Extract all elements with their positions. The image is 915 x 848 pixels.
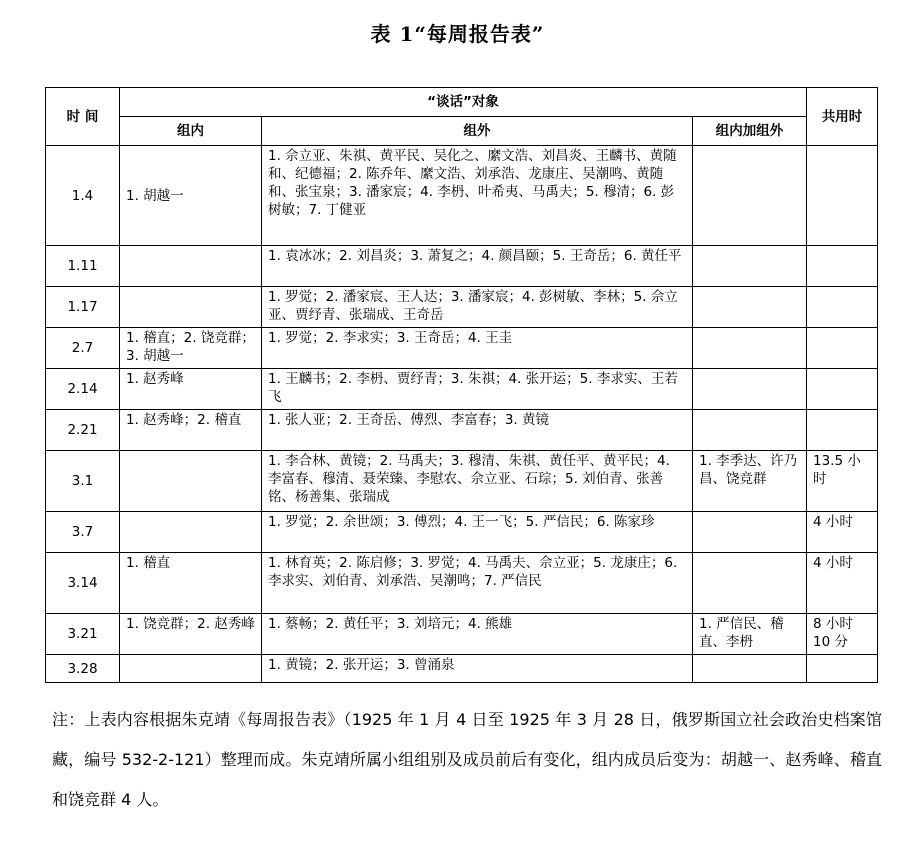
row-date: 1.17 (46, 287, 120, 328)
table-row (46, 287, 878, 328)
table-row (46, 553, 878, 614)
row-inside (120, 246, 262, 287)
row-outside: 1. 袁冰冰；2. 刘昌炎；3. 萧复之；4. 颜昌颐；5. 王奇岳；6. 黄任平 (262, 246, 693, 287)
header-total-time: 共用时 (807, 88, 878, 146)
row-total-time (807, 369, 878, 410)
row-inside-plus-outside (693, 328, 807, 369)
header-outside: 组外 (262, 117, 693, 146)
row-outside: 1. 张人亚；2. 王奇岳、傅烈、李富春；3. 黄镜 (262, 410, 693, 451)
row-total-time (807, 410, 878, 451)
weekly-report-table (45, 87, 878, 683)
header-inside: 组内 (120, 117, 262, 146)
row-date: 3.28 (46, 655, 120, 683)
row-inside: 1. 稽直 (120, 553, 262, 614)
row-inside-plus-outside (693, 512, 807, 553)
row-inside-plus-outside (693, 369, 807, 410)
row-date: 3.14 (46, 553, 120, 614)
table-row (46, 655, 878, 683)
row-total-time: 4 小时 (807, 512, 878, 553)
table-row (46, 369, 878, 410)
row-date: 3.7 (46, 512, 120, 553)
row-date: 3.1 (46, 451, 120, 512)
row-outside: 1. 罗觉；2. 余世颂；3. 傅烈；4. 王一飞；5. 严信民；6. 陈家珍 (262, 512, 693, 553)
row-total-time (807, 655, 878, 683)
table-row (46, 328, 878, 369)
row-outside: 1. 王麟书；2. 李枬、贾纾青；3. 朱祺；4. 张开运；5. 李求实、王若飞 (262, 369, 693, 410)
row-inside (120, 655, 262, 683)
header-time: 时 间 (46, 88, 120, 146)
row-inside-plus-outside: 1. 严信民、稽直、李枬 (693, 614, 807, 655)
row-outside: 1. 罗觉；2. 李求实；3. 王奇岳；4. 王圭 (262, 328, 693, 369)
row-total-time (807, 287, 878, 328)
row-inside-plus-outside (693, 246, 807, 287)
row-date: 3.21 (46, 614, 120, 655)
row-total-time: 4 小时 (807, 553, 878, 614)
row-inside (120, 287, 262, 328)
row-total-time: 8 小时 10 分 (807, 614, 878, 655)
row-date: 2.7 (46, 328, 120, 369)
header-talk-group: “谈话”对象 (120, 88, 807, 117)
table-row (46, 146, 878, 246)
row-outside: 1. 佘立亚、朱祺、黄平民、吴化之、縻文浩、刘昌炎、王麟书、黄随和、纪德福；2. 陈乔年、縻文浩、刘承浩、龙康庄、吴潮鸣、黄随和、张宝泉；3. 潘家宸；4. 李枬、叶希夷、马禹夫；5. 穆清；6. 彭树敏；7. 丁健亚 (262, 146, 693, 246)
row-total-time (807, 328, 878, 369)
row-inside-plus-outside (693, 410, 807, 451)
row-inside-plus-outside (693, 655, 807, 683)
row-date: 2.21 (46, 410, 120, 451)
row-inside-plus-outside (693, 146, 807, 246)
row-inside: 1. 胡越一 (120, 146, 262, 246)
row-total-time (807, 246, 878, 287)
row-total-time (807, 146, 878, 246)
table-row (46, 451, 878, 512)
row-outside: 1. 蔡畅；2. 黄任平；3. 刘培元；4. 熊雄 (262, 614, 693, 655)
row-inside-plus-outside: 1. 李季达、许乃昌、饶竞群 (693, 451, 807, 512)
row-date: 2.14 (46, 369, 120, 410)
row-outside: 1. 林育英；2. 陈启修；3. 罗觉；4. 马禹夫、佘立亚；5. 龙康庄；6. 李求实、刘伯青、刘承浩、吴潮鸣；7. 严信民 (262, 553, 693, 614)
table-row (46, 614, 878, 655)
table-title: 表 1“每周报告表” (370, 22, 545, 46)
header-inside-plus-outside: 组内加组外 (693, 117, 807, 146)
row-outside: 1. 罗觉；2. 潘家宸、王人达；3. 潘家宸；4. 彭树敏、李林；5. 佘立亚、贾纾青、张瑞成、王奇岳 (262, 287, 693, 328)
row-total-time: 13.5 小时 (807, 451, 878, 512)
row-date: 1.11 (46, 246, 120, 287)
table-row (46, 246, 878, 287)
row-inside: 1. 稽直；2. 饶竞群；3. 胡越一 (120, 328, 262, 369)
row-inside-plus-outside (693, 287, 807, 328)
row-inside: 1. 赵秀峰 (120, 369, 262, 410)
row-inside (120, 451, 262, 512)
row-outside: 1. 李合林、黄镜；2. 马禹夫；3. 穆清、朱祺、黄任平、黄平民；4. 李富春、穆清、聂荣臻、李慰农、佘立亚、石琮；5. 刘伯青、张善铭、杨善集、张瑞成 (262, 451, 693, 512)
row-inside (120, 512, 262, 553)
row-inside: 1. 赵秀峰；2. 稽直 (120, 410, 262, 451)
row-inside: 1. 饶竞群；2. 赵秀峰 (120, 614, 262, 655)
row-inside-plus-outside (693, 553, 807, 614)
row-date: 1.4 (46, 146, 120, 246)
row-outside: 1. 黄镜；2. 张开运；3. 曾涌泉 (262, 655, 693, 683)
table-row (46, 512, 878, 553)
table-row (46, 410, 878, 451)
table-footnote: 注：上表内容根据朱克靖《每周报告表》（1925 年 1 月 4 日至 1925 年 3 月 28 日，俄罗斯国立社会政治史档案馆藏，编号 532-2-121）整理而成。朱克靖所属小组组别及成员前后有变化，组内成员后变为：胡越一、赵秀峰、稽直和饶竞群 4 人。 (52, 710, 882, 809)
